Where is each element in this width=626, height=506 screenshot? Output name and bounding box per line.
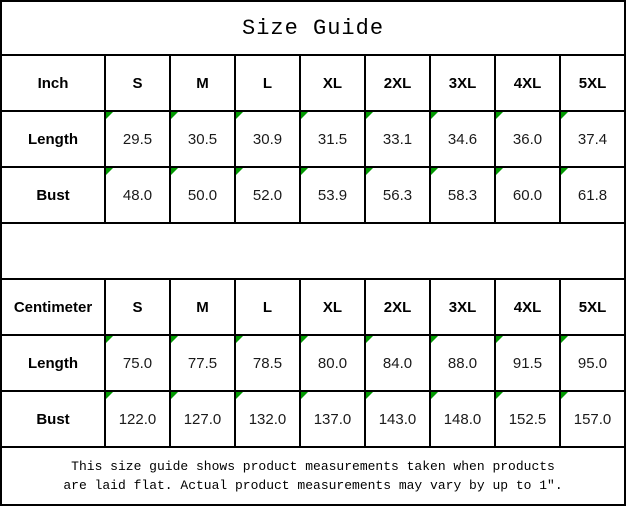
inch-bust-m <box>170 167 235 223</box>
corner-marker-icon <box>301 168 308 175</box>
size-value: 157.0 <box>573 410 612 428</box>
size-header-m: M <box>170 55 235 111</box>
size-value: 60.0 <box>512 186 543 204</box>
size-value: 84.0 <box>382 354 413 372</box>
corner-marker-icon <box>561 336 568 343</box>
inch-bust-s <box>105 167 170 223</box>
size-value: 77.5 <box>187 354 218 372</box>
footer-note-line2: are laid flat. Actual product measurements may vary by up to 1″. <box>63 478 563 493</box>
inch-length-m <box>170 111 235 167</box>
size-value: 52.0 <box>252 186 283 204</box>
cm-bust-2xl <box>365 391 430 447</box>
inch-bust-4xl <box>495 167 560 223</box>
size-value: 34.6 <box>447 130 478 148</box>
size-value: 61.8 <box>577 186 608 204</box>
size-value: 80.0 <box>317 354 348 372</box>
unit-label-centimeter: Centimeter <box>1 279 105 335</box>
corner-marker-icon <box>561 392 568 399</box>
cm-bust-4xl <box>495 391 560 447</box>
row-label-length: Length <box>1 111 105 167</box>
inch-length-5xl <box>560 111 625 167</box>
inch-bust-row <box>1 167 625 223</box>
size-value: 143.0 <box>378 410 417 428</box>
corner-marker-icon <box>106 336 113 343</box>
corner-marker-icon <box>236 168 243 175</box>
inch-length-l <box>235 111 300 167</box>
size-header-s: S <box>105 55 170 111</box>
corner-marker-icon <box>301 392 308 399</box>
corner-marker-icon <box>236 392 243 399</box>
size-value: 36.0 <box>512 130 543 148</box>
inch-length-s <box>105 111 170 167</box>
size-value: 30.9 <box>252 130 283 148</box>
cm-length-xl <box>300 335 365 391</box>
size-value: 95.0 <box>577 354 608 372</box>
size-header-3xl: 3XL <box>430 55 495 111</box>
row-label-bust: Bust <box>1 167 105 223</box>
cm-bust-3xl <box>430 391 495 447</box>
size-header-l: L <box>235 279 300 335</box>
inch-length-2xl <box>365 111 430 167</box>
cm-header-row <box>1 279 625 335</box>
corner-marker-icon <box>496 392 503 399</box>
size-value: 33.1 <box>382 130 413 148</box>
corner-marker-icon <box>496 168 503 175</box>
corner-marker-icon <box>236 336 243 343</box>
size-header-xl: XL <box>300 55 365 111</box>
corner-marker-icon <box>431 392 438 399</box>
size-value: 132.0 <box>248 410 287 428</box>
size-value: 56.3 <box>382 186 413 204</box>
size-value: 50.0 <box>187 186 218 204</box>
corner-marker-icon <box>106 168 113 175</box>
corner-marker-icon <box>236 112 243 119</box>
inch-length-row <box>1 111 625 167</box>
inch-bust-xl <box>300 167 365 223</box>
size-header-2xl: 2XL <box>365 279 430 335</box>
size-header-5xl: 5XL <box>560 279 625 335</box>
size-header-4xl: 4XL <box>495 279 560 335</box>
corner-marker-icon <box>171 392 178 399</box>
cm-bust-5xl <box>560 391 625 447</box>
corner-marker-icon <box>301 336 308 343</box>
cm-length-2xl <box>365 335 430 391</box>
page-title: Size Guide <box>1 1 625 55</box>
cm-bust-row <box>1 391 625 447</box>
size-header-l: L <box>235 55 300 111</box>
size-header-m: M <box>170 279 235 335</box>
corner-marker-icon <box>171 168 178 175</box>
inch-bust-3xl <box>430 167 495 223</box>
row-label-length: Length <box>1 335 105 391</box>
size-header-4xl: 4XL <box>495 55 560 111</box>
unit-label-inch: Inch <box>1 55 105 111</box>
footer-note <box>1 447 625 505</box>
size-value: 53.9 <box>317 186 348 204</box>
inch-length-xl <box>300 111 365 167</box>
corner-marker-icon <box>106 112 113 119</box>
size-value: 37.4 <box>577 130 608 148</box>
cm-length-m <box>170 335 235 391</box>
corner-marker-icon <box>366 168 373 175</box>
size-value: 127.0 <box>183 410 222 428</box>
size-value: 31.5 <box>317 130 348 148</box>
size-value: 122.0 <box>118 410 157 428</box>
size-value: 48.0 <box>122 186 153 204</box>
corner-marker-icon <box>496 336 503 343</box>
inch-bust-5xl <box>560 167 625 223</box>
corner-marker-icon <box>431 112 438 119</box>
corner-marker-icon <box>171 336 178 343</box>
cm-length-4xl <box>495 335 560 391</box>
inch-length-4xl <box>495 111 560 167</box>
corner-marker-icon <box>171 112 178 119</box>
size-header-s: S <box>105 279 170 335</box>
inch-bust-l <box>235 167 300 223</box>
cm-length-5xl <box>560 335 625 391</box>
size-value: 30.5 <box>187 130 218 148</box>
corner-marker-icon <box>301 112 308 119</box>
corner-marker-icon <box>366 336 373 343</box>
size-header-3xl: 3XL <box>430 279 495 335</box>
size-value: 58.3 <box>447 186 478 204</box>
corner-marker-icon <box>561 168 568 175</box>
size-value: 152.5 <box>508 410 547 428</box>
inch-length-3xl <box>430 111 495 167</box>
size-header-2xl: 2XL <box>365 55 430 111</box>
size-value: 148.0 <box>443 410 482 428</box>
corner-marker-icon <box>366 392 373 399</box>
footer-note-line1: This size guide shows product measurements taken when products <box>71 459 555 474</box>
corner-marker-icon <box>366 112 373 119</box>
cm-bust-xl <box>300 391 365 447</box>
cm-length-row <box>1 335 625 391</box>
corner-marker-icon <box>561 112 568 119</box>
corner-marker-icon <box>106 392 113 399</box>
size-value: 75.0 <box>122 354 153 372</box>
cm-length-s <box>105 335 170 391</box>
row-label-bust: Bust <box>1 391 105 447</box>
spacer-row <box>1 223 625 279</box>
corner-marker-icon <box>496 112 503 119</box>
cm-bust-s <box>105 391 170 447</box>
corner-marker-icon <box>431 168 438 175</box>
inch-header-row <box>1 55 625 111</box>
corner-marker-icon <box>431 336 438 343</box>
cm-length-3xl <box>430 335 495 391</box>
cm-bust-l <box>235 391 300 447</box>
size-value: 29.5 <box>122 130 153 148</box>
cm-bust-m <box>170 391 235 447</box>
size-value: 91.5 <box>512 354 543 372</box>
size-header-xl: XL <box>300 279 365 335</box>
cm-length-l <box>235 335 300 391</box>
size-value: 78.5 <box>252 354 283 372</box>
size-header-5xl: 5XL <box>560 55 625 111</box>
size-value: 137.0 <box>313 410 352 428</box>
inch-bust-2xl <box>365 167 430 223</box>
size-value: 88.0 <box>447 354 478 372</box>
